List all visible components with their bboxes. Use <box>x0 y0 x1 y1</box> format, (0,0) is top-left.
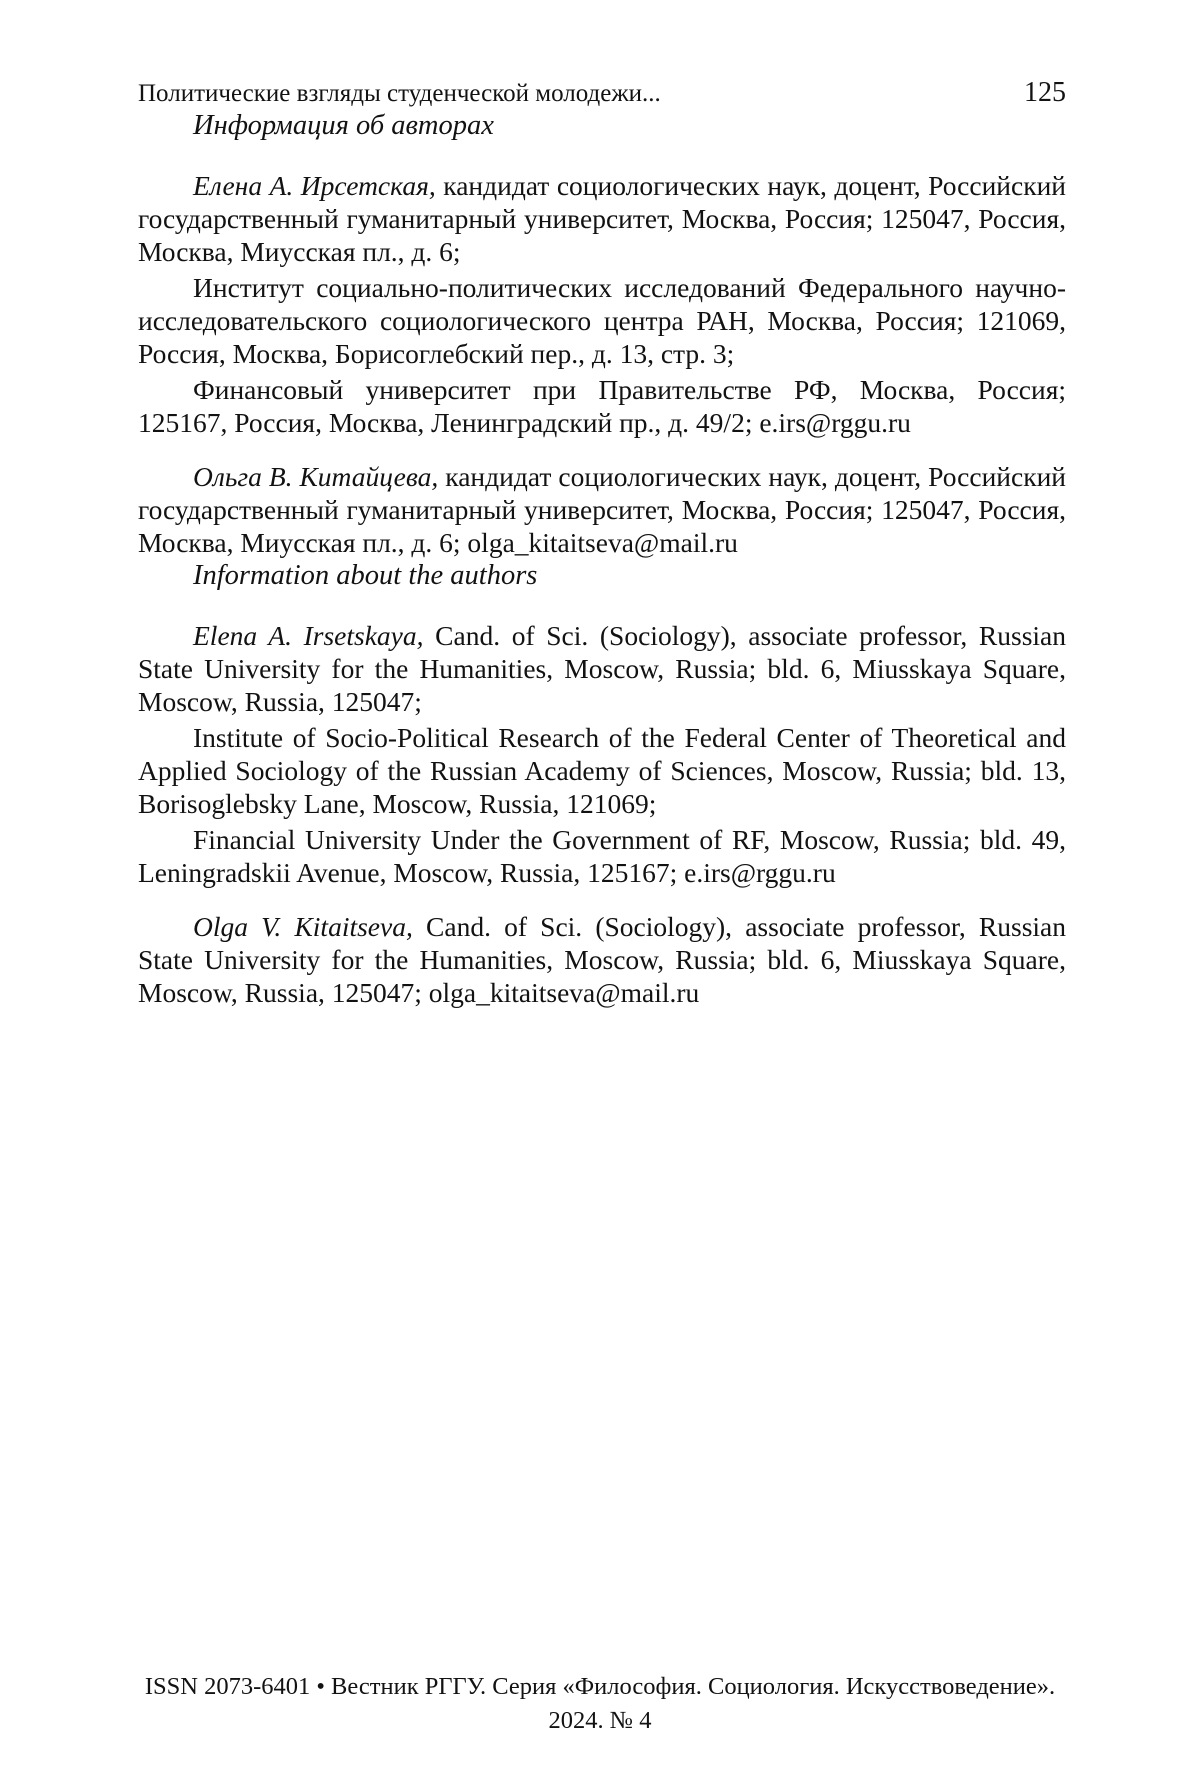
affiliation-paragraph <box>138 823 1066 889</box>
author-name-en-2: Olga V. Kitaitseva, <box>193 911 413 942</box>
paragraph-text: кандидат социологических наук, доцент, Российский государственный гуманитарный университет, Москва, Россия; 125047, Россия, Москва, Миусская пл., д. 6; <box>138 170 1066 267</box>
journal-imprint <box>0 1670 1200 1738</box>
paragraph-text: Финансовый университет при Правительстве РФ, Москва, Россия; 125167, Россия, Москва, Ленинградский пр., д. 49/2; e.irs@rggu.ru <box>138 374 1066 438</box>
section-heading-en: Information about the authors <box>193 560 538 591</box>
running-title: Политические взгляды студенческой молодежи... <box>138 80 661 107</box>
author-paragraph <box>138 460 1066 559</box>
author-paragraph <box>138 910 1066 1009</box>
affiliation-paragraph <box>138 721 1066 820</box>
author-name-ru-2: Ольга В. Китайцева, <box>193 461 439 492</box>
imprint-issn-line: ISSN 2073-6401 • Вестник РГГУ. Серия «Философия. Социология. Искусствоведение». <box>144 1673 1056 1700</box>
author-paragraph <box>138 619 1066 718</box>
author-name-ru-1: Елена А. Ирсетская, <box>193 170 436 201</box>
affiliation-paragraph <box>138 271 1066 370</box>
paragraph-text: Financial University Under the Government of RF, Moscow, Russia; bld. 49, Leningradskii Avenue, Moscow, Russia, 125167; e.irs@rggu.ru <box>138 824 1066 888</box>
affiliation-paragraph <box>138 373 1066 439</box>
running-header <box>138 78 1066 109</box>
paragraph-text: Институт социально-политических исследований Федерального научно-исследовательского социологического центра РАН, Москва, Россия; 121069, Россия, Москва, Борисоглебский пер., д. 13, стр. 3; <box>138 272 1066 369</box>
paragraph-text: Cand. of Sci. (Sociology), associate professor, Russian State University for the Humanities, Moscow, Russia; bld. 6, Miusskaya Square, Moscow, Russia, 125047; olga_kitaitseva@mail.ru <box>138 911 1066 1008</box>
section-heading-ru: Информация об авторах <box>193 110 494 141</box>
paragraph-text: Cand. of Sci. (Sociology), associate professor, Russian State University for the Humanities, Moscow, Russia; bld. 6, Miusskaya Square, Moscow, Russia, 125047; <box>138 620 1066 717</box>
text-column <box>138 78 1066 1009</box>
paragraph-text: кандидат социологических наук, доцент, Российский государственный гуманитарный университет, Москва, Россия; 125047, Россия, Москва, Миусская пл., д. 6; olga_kitaitseva@mail.ru <box>138 461 1067 558</box>
author-name-en-1: Elena A. Irsetskaya, <box>193 620 424 651</box>
author-paragraph <box>138 169 1066 268</box>
imprint-issue-line: 2024. № 4 <box>548 1707 652 1734</box>
paragraph-text: Institute of Socio-Political Research of the Federal Center of Theoretical and Applied Sociology of the Russian Academy of Sciences, Moscow, Russia; bld. 13, Borisoglebsky Lane, Moscow, Russia, 121069; <box>138 722 1066 819</box>
page-number: 125 <box>1024 77 1066 108</box>
